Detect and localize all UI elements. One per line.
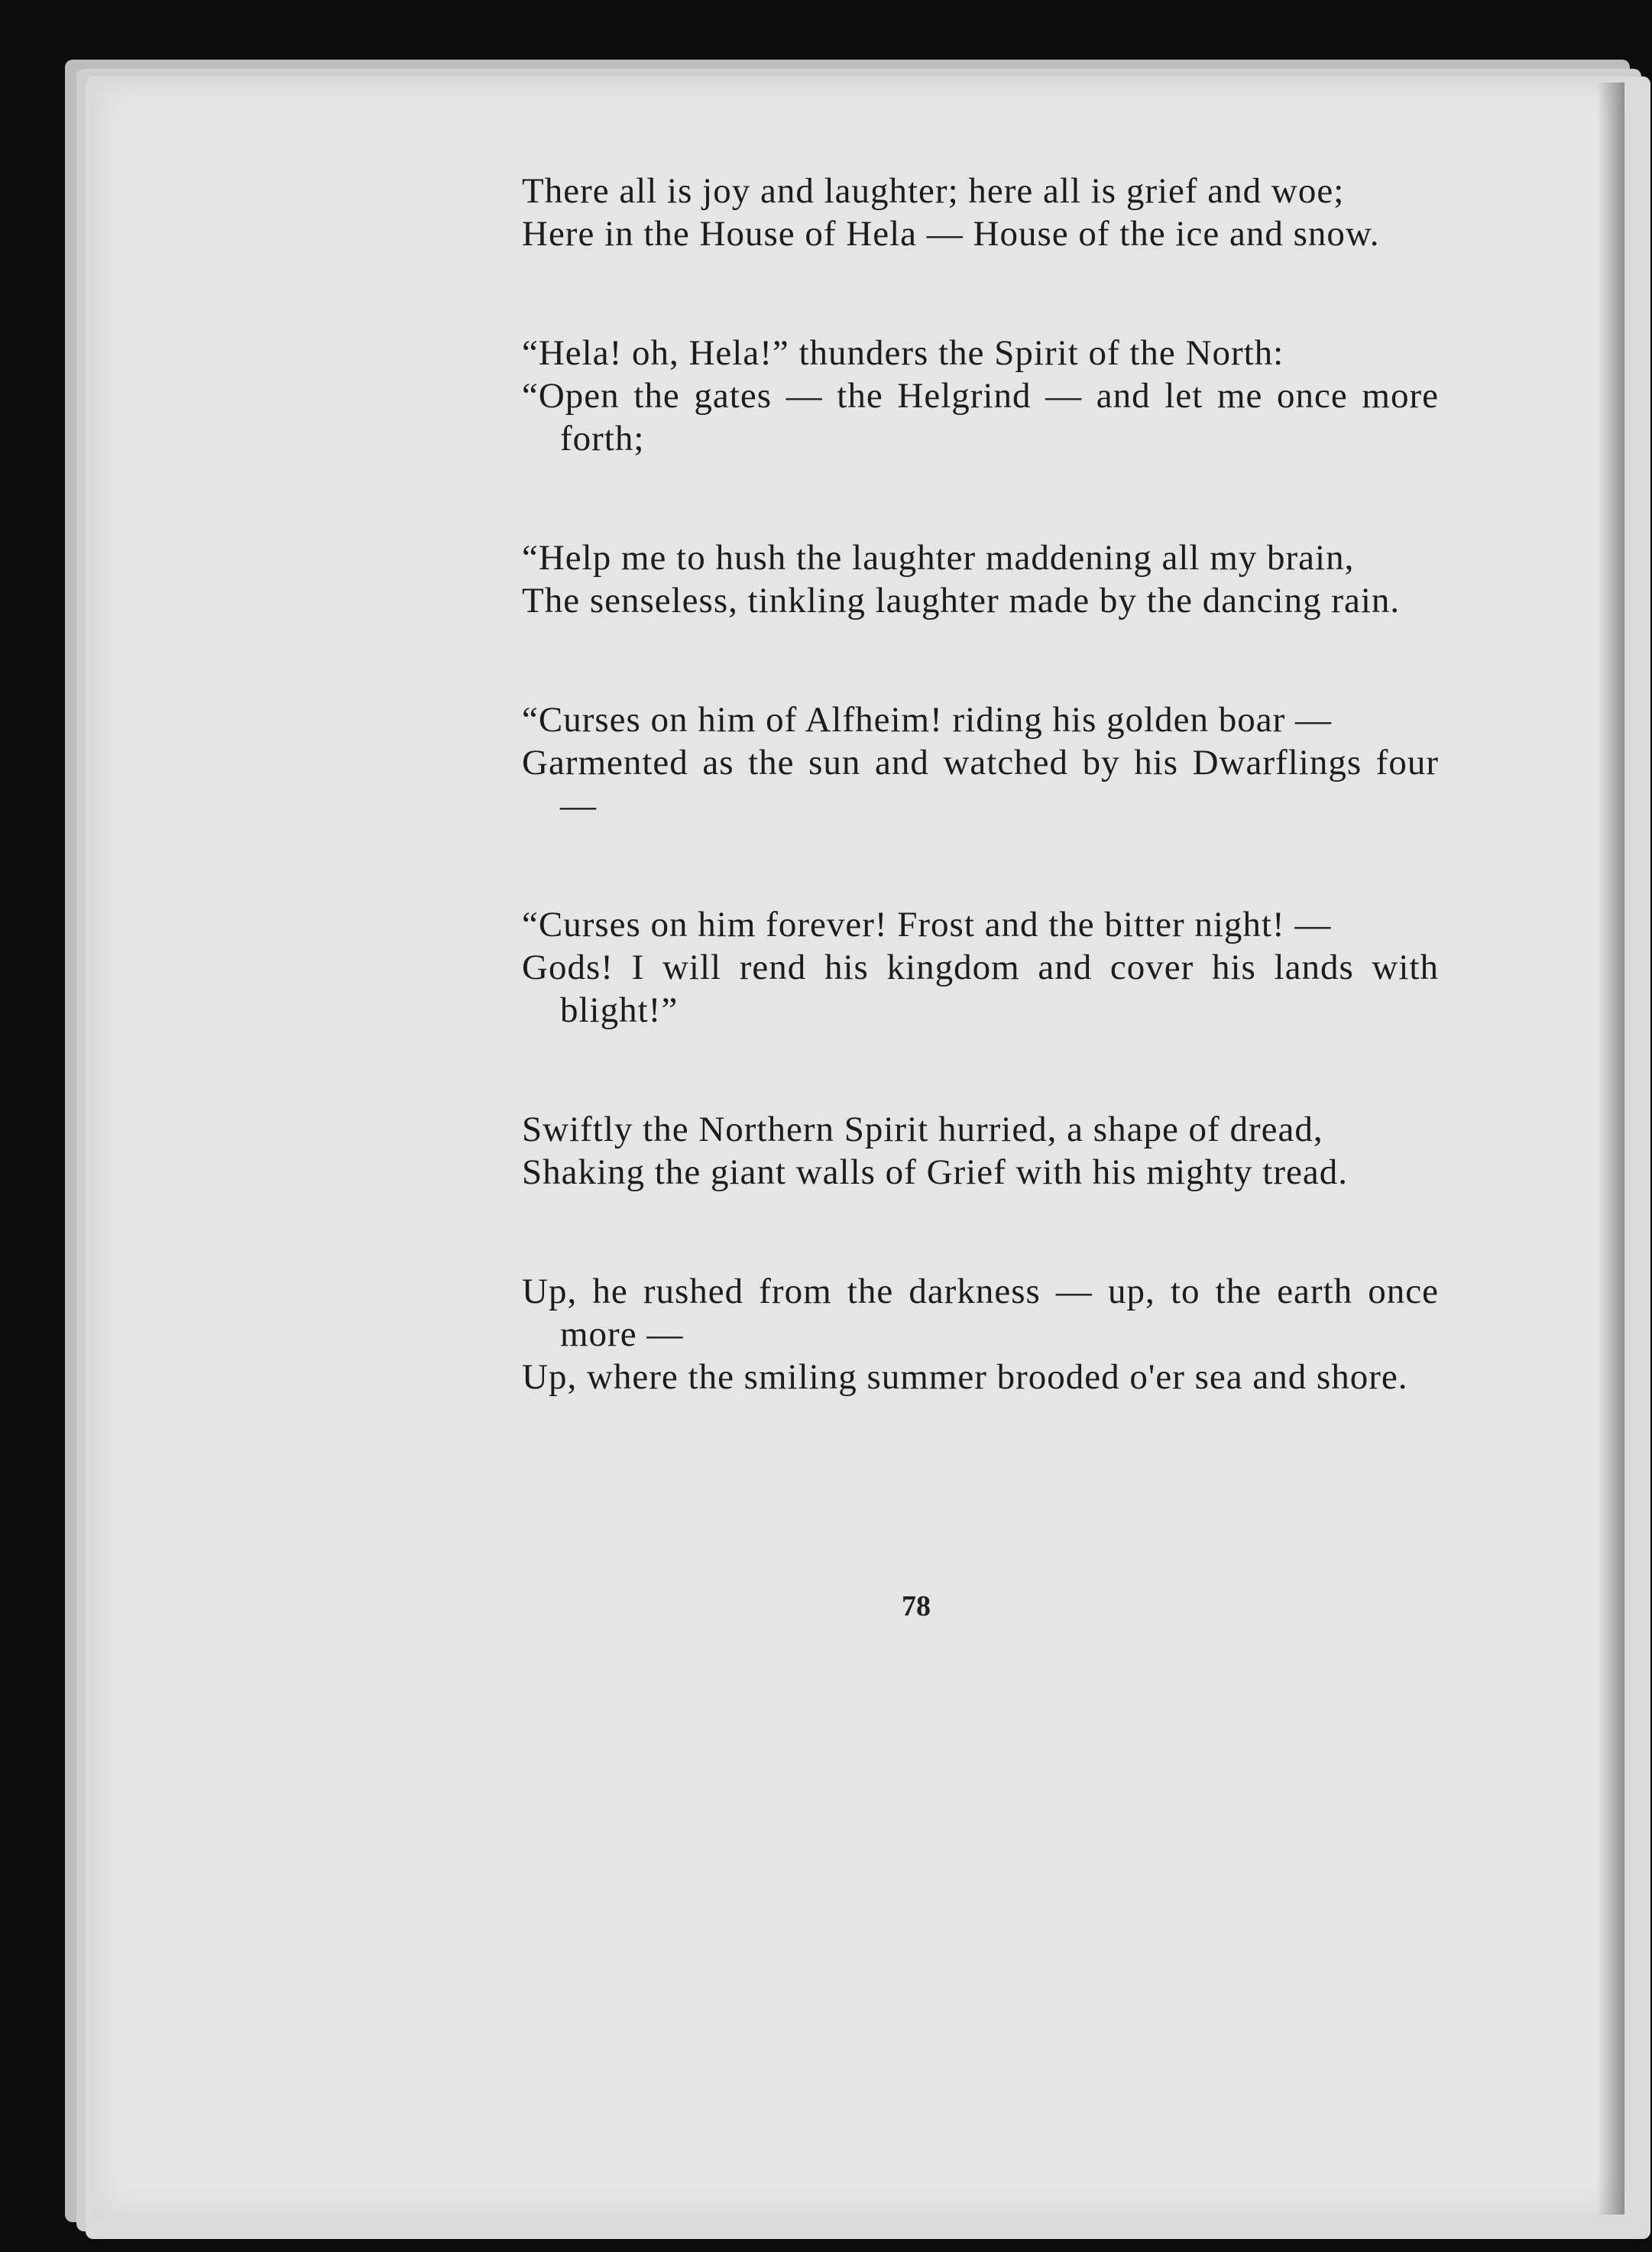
poem-line: Here in the House of Hela — House of the ice and snow. <box>522 214 1380 254</box>
poem-body <box>522 170 1439 1475</box>
stanza-5 <box>522 903 1439 1032</box>
stanza-2 <box>522 332 1439 460</box>
poem-line: “Hela! oh, Hela!” thunders the Spirit of the North: <box>522 333 1284 373</box>
page-number: 78 <box>902 1590 931 1622</box>
poem-line: Swiftly the Northern Spirit hurried, a shape of dread, <box>522 1110 1323 1149</box>
poem-line: “Help me to hush the laughter maddening all my brain, <box>522 538 1355 578</box>
poem-line: “Open the gates — the Helgrind — and let me once more forth; <box>522 376 1439 459</box>
poem-line: There all is joy and laughter; here all is grief and woe; <box>522 171 1345 211</box>
stanza-1 <box>522 170 1439 255</box>
stanza-3 <box>522 536 1439 622</box>
poem-line: Up, where the smiling summer brooded o'er sea and shore. <box>522 1357 1408 1397</box>
poem-line: Gods! I will rend his kingdom and cover his lands with blight!” <box>522 948 1439 1030</box>
stanza-6 <box>522 1108 1439 1194</box>
poem-line: The senseless, tinkling laughter made by the dancing rain. <box>522 581 1401 621</box>
poem-line: “Curses on him forever! Frost and the bitter night! — <box>522 905 1332 945</box>
spine-shadow <box>1597 83 1624 2215</box>
stanza-7 <box>522 1270 1439 1398</box>
poem-line: Up, he rushed from the darkness — up, to the earth once more — <box>522 1272 1439 1354</box>
poem-line: Garmented as the sun and watched by his Dwarflings four — <box>522 743 1439 825</box>
poem-line: Shaking the giant walls of Grief with his mighty tread. <box>522 1152 1348 1192</box>
stanza-4 <box>522 698 1439 827</box>
poem-line: “Curses on him of Alfheim! riding his golden boar — <box>522 700 1333 740</box>
